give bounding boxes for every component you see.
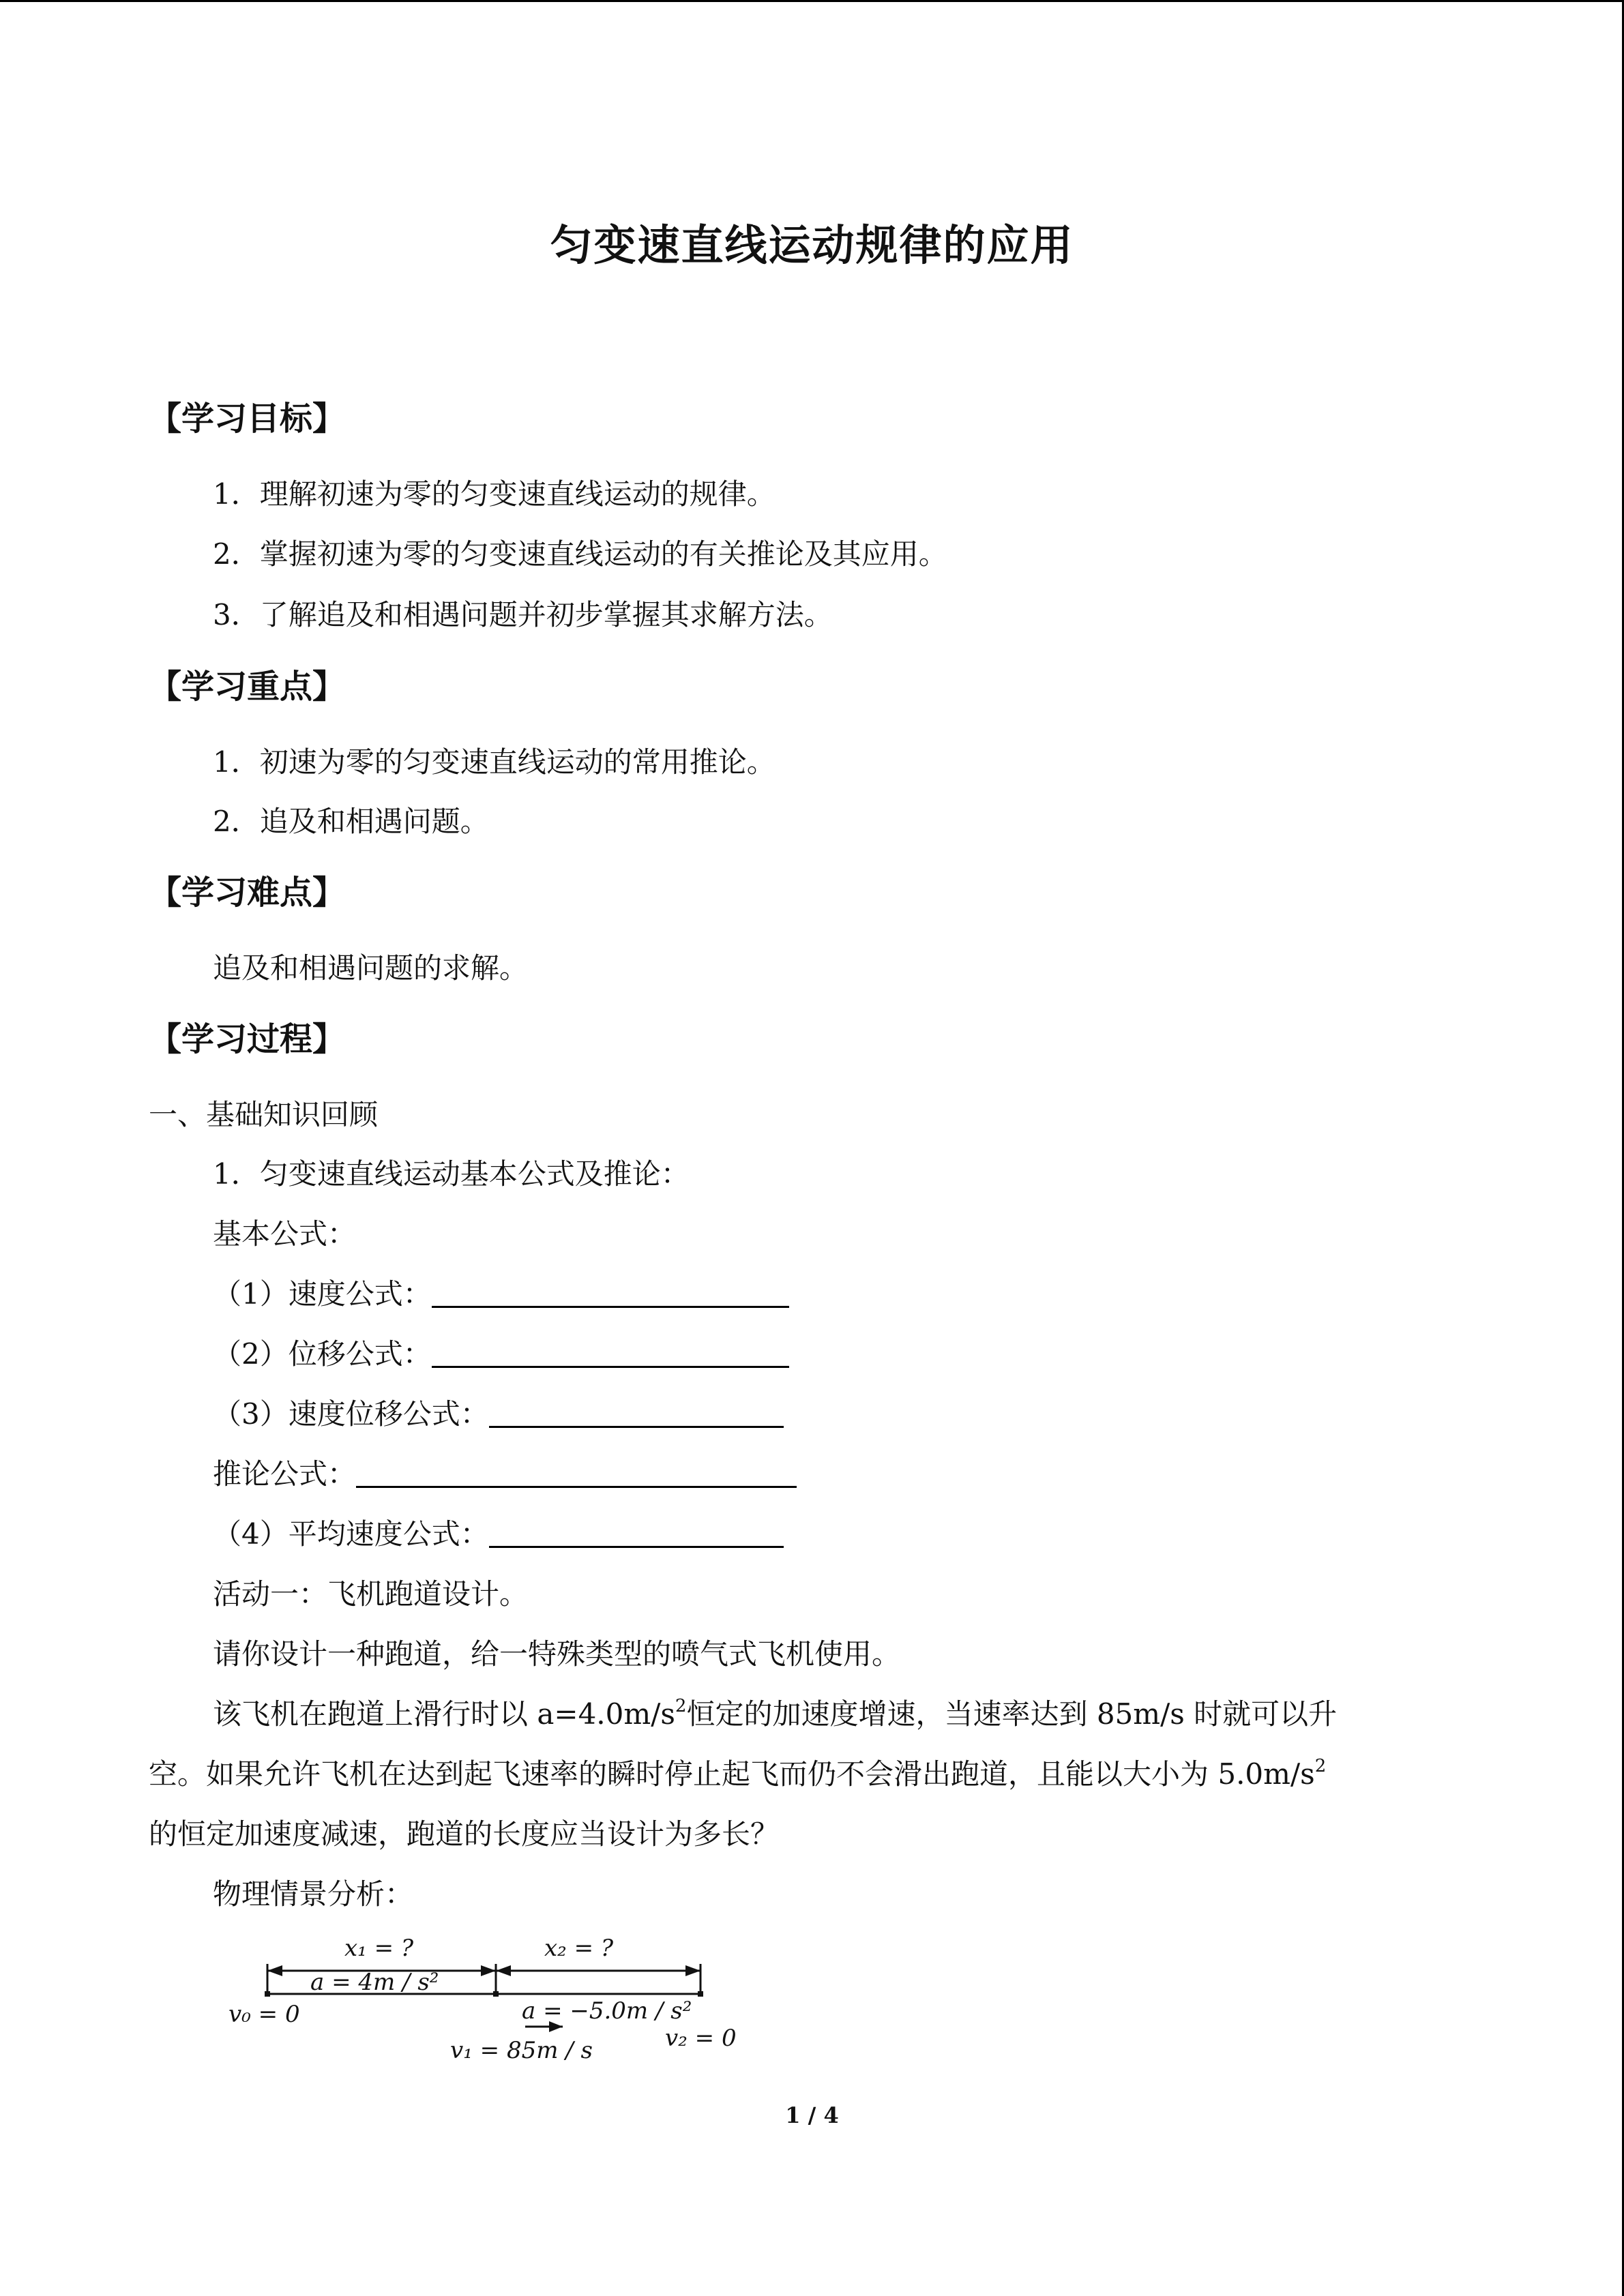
heading-difficulties: 【学习难点】 — [149, 874, 346, 912]
activity-request: 请你设计一种跑道，给一特殊类型的喷气式飞机使用。 — [213, 1637, 901, 1671]
formula-velocity-label: （1）速度公式： — [213, 1277, 432, 1311]
problem-text: 空。如果允许飞机在达到起飞速率的瞬时停止起飞而仍不会滑出跑道，且能以大小为 5.0m/s — [149, 1757, 1315, 1791]
point-takeoff — [493, 1991, 499, 1997]
keypoint-item: 1．初速为零的匀变速直线运动的常用推论。 — [213, 745, 776, 779]
label-x1: x₁ = ? — [344, 1935, 414, 1962]
heading-process: 【学习过程】 — [149, 1020, 346, 1058]
keypoint-item: 2．追及和相遇问题。 — [213, 805, 489, 838]
arrow-right-icon — [685, 1965, 700, 1976]
arrow-left-icon — [496, 1965, 511, 1976]
label-x2: x₂ = ? — [544, 1935, 614, 1962]
point-start — [265, 1991, 270, 1997]
label-a1: a = 4m / s² — [310, 1969, 439, 1996]
formula-inference-label: 推论公式： — [213, 1457, 357, 1491]
part-one-heading: 一、基础知识回顾 — [149, 1098, 379, 1131]
page-title: 匀变速直线运动规律的应用 — [550, 220, 1074, 270]
objective-item: 1．理解初速为零的匀变速直线运动的规律。 — [213, 477, 776, 511]
formula-displacement — [213, 1337, 789, 1371]
formula-average-velocity-blank[interactable] — [489, 1519, 784, 1548]
runway-diagram — [218, 1923, 764, 2066]
formula-inference — [213, 1457, 797, 1491]
page-number: 1 / 4 — [785, 2102, 839, 2128]
objective-item: 3．了解追及和相遇问题并初步掌握其求解方法。 — [213, 598, 833, 631]
formula-velocity-displacement-label: （3）速度位移公式： — [213, 1397, 489, 1431]
formula-average-velocity-label: （4）平均速度公式： — [213, 1517, 489, 1551]
superscript: 2 — [1314, 1756, 1327, 1776]
label-v0: v₀ = 0 — [228, 2001, 300, 2028]
question-one: 1．匀变速直线运动基本公式及推论： — [213, 1157, 690, 1191]
difficulty-item: 追及和相遇问题的求解。 — [213, 951, 529, 985]
formula-velocity-displacement-blank[interactable] — [489, 1399, 784, 1428]
problem-text: 该飞机在跑道上滑行时以 a=4.0m/s — [213, 1697, 675, 1731]
heading-objectives: 【学习目标】 — [149, 400, 346, 438]
point-stop — [698, 1991, 703, 1997]
formula-average-velocity — [213, 1517, 784, 1551]
formula-velocity-blank[interactable] — [432, 1279, 789, 1308]
basic-formulas-label: 基本公式： — [213, 1217, 357, 1251]
problem-line-2 — [149, 1757, 1326, 1791]
arrow-left-icon — [267, 1965, 282, 1976]
page-border-top — [0, 0, 1624, 2]
problem-line-3: 的恒定加速度减速，跑道的长度应当设计为多长？ — [149, 1817, 780, 1851]
formula-velocity-displacement — [213, 1397, 784, 1431]
label-v1: v₁ = 85m / s — [450, 2037, 593, 2064]
formula-velocity — [213, 1277, 789, 1311]
arrow-right-icon — [481, 1965, 496, 1976]
formula-displacement-label: （2）位移公式： — [213, 1337, 432, 1371]
label-a2: a = −5.0m / s² — [522, 1997, 692, 2025]
objective-item: 2．掌握初速为零的匀变速直线运动的有关推论及其应用。 — [213, 537, 947, 571]
problem-text: 恒定的加速度增速，当速率达到 85m/s 时就可以升 — [686, 1697, 1338, 1731]
superscript: 2 — [675, 1696, 687, 1716]
formula-inference-blank[interactable] — [356, 1459, 797, 1488]
problem-line-1 — [213, 1697, 1337, 1731]
heading-keypoints: 【学习重点】 — [149, 668, 346, 706]
activity-one: 活动一：飞机跑道设计。 — [213, 1577, 529, 1611]
formula-displacement-blank[interactable] — [432, 1339, 789, 1368]
analysis-label: 物理情景分析： — [213, 1877, 414, 1911]
label-v2: v₂ = 0 — [665, 2025, 737, 2052]
